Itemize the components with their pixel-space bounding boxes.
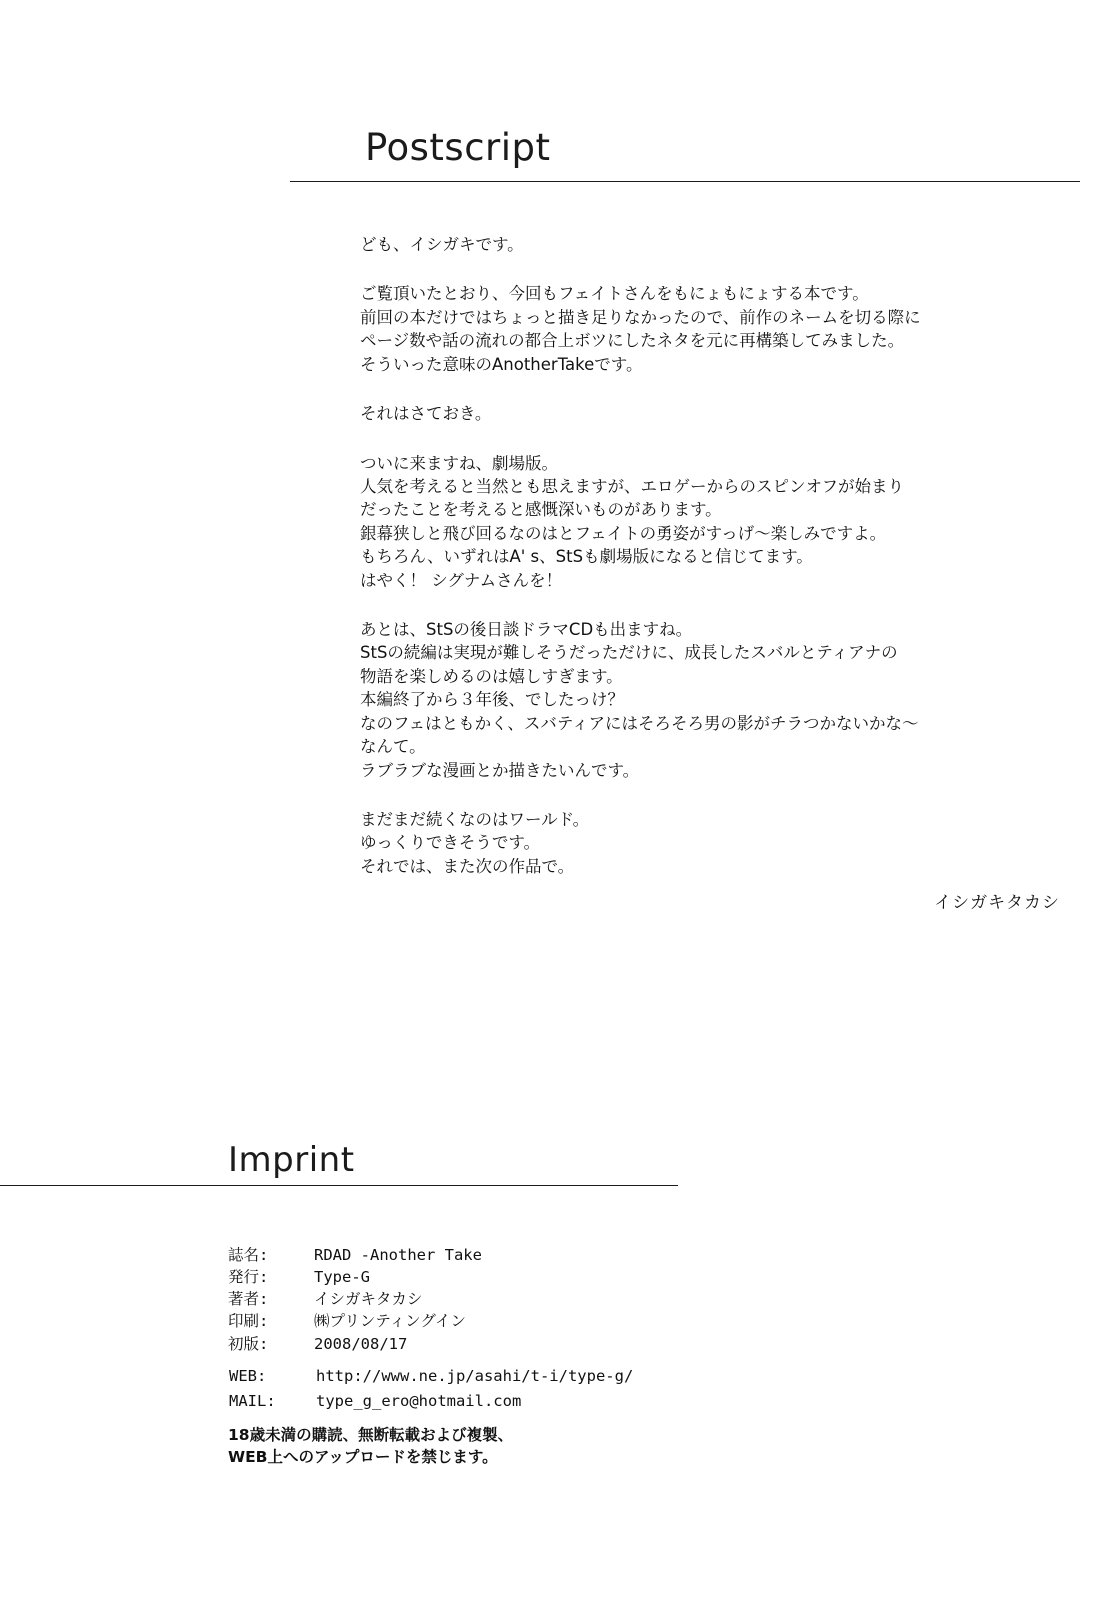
postscript-divider (290, 181, 1080, 182)
postscript-line: まだまだ続くなのはワールド。 (360, 810, 590, 830)
contact-row-web (228, 1364, 634, 1389)
email-address[interactable]: type_g_ero@hotmail.com (316, 1391, 522, 1410)
imprint-value: RDAD -Another Take (314, 1246, 482, 1264)
contact-key-mail: MAIL: (229, 1391, 276, 1410)
postscript-line: はやく！ シグナムさんを！ (360, 570, 563, 590)
postscript-line: それでは、また次の作品で。 (360, 856, 575, 876)
postscript-line: 銀幕狭しと飛び回るなのはとフェイトの勇姿がすっげ～楽しみですよ。 (360, 523, 887, 543)
imprint-row (228, 1333, 482, 1355)
age-notice-line: WEB上へのアップロードを禁じます。 (228, 1448, 498, 1467)
imprint-value: Type-G (314, 1268, 370, 1287)
postscript-line: なんて。 (360, 737, 426, 757)
postscript-line: 物語を楽しめるのは嬉しすぎます。 (360, 666, 623, 686)
imprint-key: 著者: (228, 1290, 269, 1309)
imprint-contacts (228, 1364, 634, 1413)
imprint-value: 2008/08/17 (314, 1334, 408, 1353)
imprint-divider (0, 1185, 678, 1186)
postscript-line: ついに来ますね、劇場版。 (360, 453, 558, 473)
postscript-paragraph (360, 233, 1060, 256)
imprint-row (228, 1288, 482, 1310)
imprint-key: 発行: (228, 1268, 269, 1287)
postscript-line: ご覧頂いたとおり、今回もフェイトさんをもにょもにょする本です。 (360, 284, 869, 304)
postscript-header (290, 128, 1080, 169)
age-notice (228, 1424, 513, 1469)
imprint-key: 初版: (228, 1334, 269, 1353)
postscript-paragraph (360, 282, 1060, 376)
postscript-line: 前回の本だけではちょっと描き足りなかったので、前作のネームを切る際に (360, 307, 921, 327)
postscript-line: だったことを考えると感慨深いものがあります。 (360, 500, 722, 520)
postscript-line: 本編終了から３年後、でしたっけ？ (360, 690, 624, 710)
postscript-line: なのフェはともかく、スバティアにはそろそろ男の影がチラつかないかな～ (360, 713, 919, 733)
postscript-line: そういった意味のAnotherTakeです。 (360, 354, 643, 374)
postscript-paragraph (360, 452, 1060, 593)
postscript-line: 人気を考えると当然とも思えますが、エロゲーからのスピンオフが始まり (360, 476, 905, 496)
imprint-key: 誌名: (228, 1246, 269, 1264)
postscript-paragraph (360, 618, 1060, 782)
postscript-line: ゆっくりできそうです。 (360, 833, 541, 853)
postscript-line: もちろん、いずれはA' s、StSも劇場版になると信じてます。 (360, 547, 813, 567)
author-signature: イシガキタカシ (934, 893, 1060, 913)
contact-key-web: WEB: (229, 1367, 267, 1385)
postscript-line: あとは、StSの後日談ドラマCDも出ますね。 (360, 620, 693, 640)
postscript-line: StSの続編は実現が難しそうだっただけに、成長したスバルとティアナの (360, 643, 898, 663)
postscript-line: それはさておき。 (360, 404, 492, 424)
postscript-title: Postscript (365, 126, 551, 169)
imprint-title: Imprint (228, 1140, 355, 1180)
postscript-body (360, 233, 1060, 904)
age-notice-line: 18歳未満の購読、無断転載および複製、 (228, 1426, 514, 1444)
imprint-details (228, 1244, 482, 1355)
postscript-line: ページ数や話の流れの都合上ボツにしたネタを元に再構築してみました。 (360, 331, 905, 351)
imprint-key: 印刷: (228, 1312, 269, 1331)
contact-row-mail (228, 1389, 634, 1414)
imprint-value: イシガキタカシ (314, 1290, 423, 1309)
postscript-line: ども、イシガキです。 (360, 235, 524, 254)
imprint-row (228, 1310, 482, 1332)
postscript-paragraph (360, 402, 1060, 425)
postscript-line: ラブラブな漫画とか描きたいんです。 (360, 760, 640, 780)
postscript-paragraph (360, 808, 1060, 878)
imprint-value: ㈱プリンティングイン (314, 1312, 467, 1331)
website-url[interactable]: http://www.ne.jp/asahi/t-i/type-g/ (316, 1367, 634, 1385)
imprint-row (228, 1244, 482, 1266)
imprint-row (228, 1266, 482, 1288)
